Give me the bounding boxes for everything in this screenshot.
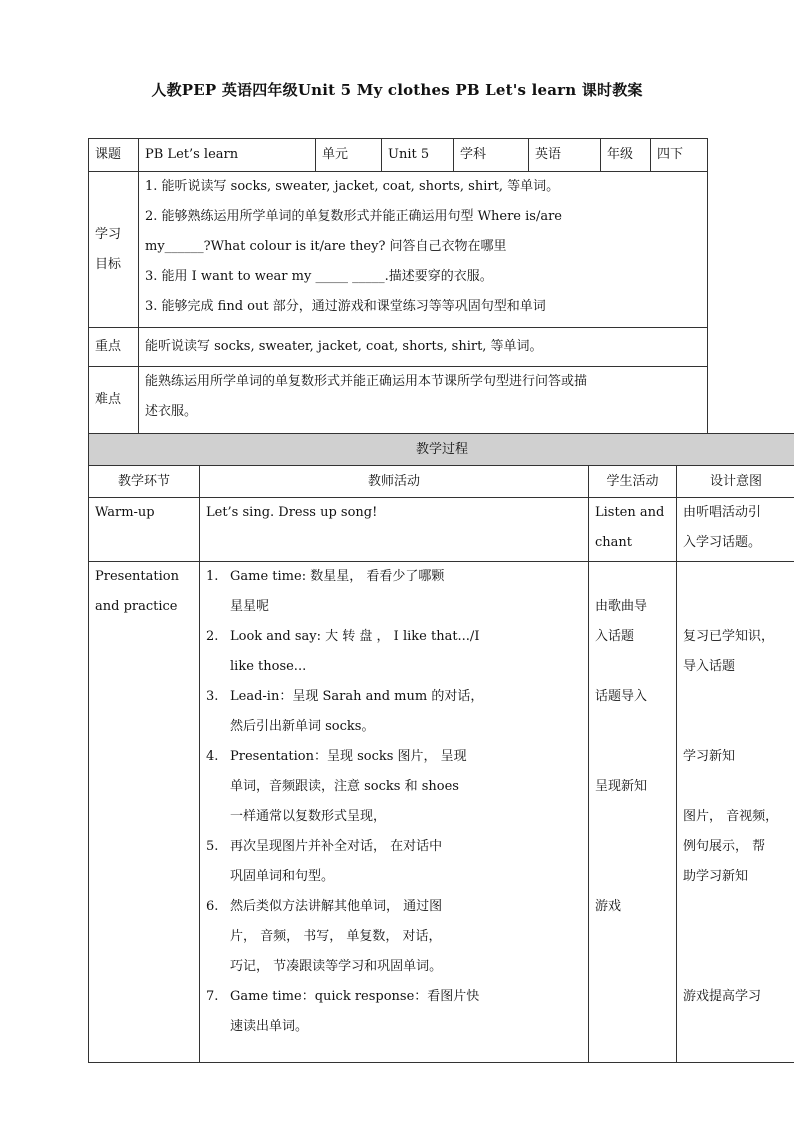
difficult-point-text xyxy=(139,367,708,434)
header-teacher: 教师活动 xyxy=(200,466,589,498)
teacher-step xyxy=(206,562,582,622)
objectives-label-line1: 学习 xyxy=(95,226,122,242)
header-stage: 教学环节 xyxy=(89,466,200,498)
intent-note: 学习新知 xyxy=(683,749,736,764)
presentation-stage xyxy=(89,562,200,1063)
stage-line: Presentation xyxy=(95,569,179,584)
warmup-student-line: chant xyxy=(595,535,633,550)
step-line: 星星呢 xyxy=(230,599,270,614)
step-line: 单词，音频跟读，注意 socks 和 shoes xyxy=(230,779,459,794)
intent-note: 复习已学知识， xyxy=(683,629,775,644)
key-point-text: 能听说读写 socks, sweater, jacket, coat, shorts, shirt, 等单词。 xyxy=(139,328,708,367)
key-point-label: 重点 xyxy=(89,328,139,367)
process-title: 教学过程 xyxy=(89,434,794,466)
warmup-student-line: Listen and xyxy=(595,505,665,520)
intent-note: 游戏提高学习 xyxy=(683,989,762,1004)
step-line: 片， 音频， 书写， 单复数， 对话， xyxy=(230,929,442,944)
step-number: 5. xyxy=(206,839,219,854)
grade-value: 四下 xyxy=(651,139,708,172)
student-note: 由歌曲导 xyxy=(595,599,648,614)
header-intent: 设计意图 xyxy=(677,466,794,498)
step-line: Lead-in：呈现 Sarah and mum 的对话， xyxy=(230,689,484,704)
step-number: 1. xyxy=(206,569,219,584)
step-line: 然后引出新单词 socks。 xyxy=(230,719,375,734)
difficult-line: 能熟练运用所学单词的单复数形式并能正确运用本节课所学句型进行问答或描 xyxy=(145,374,588,389)
student-note: 游戏 xyxy=(595,899,622,914)
intent-note: 导入话题 xyxy=(683,659,736,674)
step-line: Game time：quick response：看图片快 xyxy=(230,989,480,1004)
step-line: 再次呈现图片并补全对话， 在对话中 xyxy=(230,839,443,854)
step-number: 6. xyxy=(206,899,219,914)
warmup-intent-line: 由听唱活动引 xyxy=(683,505,762,520)
step-number: 2. xyxy=(206,629,219,644)
warmup-student xyxy=(589,498,677,562)
intent-note: 图片， 音视频， xyxy=(683,809,779,824)
objective-item: 2. 能够熟练运用所学单词的单复数形式并能正确运用句型 Where is/are xyxy=(145,209,563,224)
objectives-content xyxy=(139,172,708,328)
lesson-label: 课题 xyxy=(89,139,139,172)
subject-value: 英语 xyxy=(529,139,601,172)
student-note: 话题导入 xyxy=(595,689,648,704)
unit-label: 单元 xyxy=(316,139,382,172)
stage-line: and practice xyxy=(95,599,178,614)
lesson-info-table xyxy=(88,138,708,434)
step-line: like those... xyxy=(230,659,307,674)
presentation-teacher xyxy=(200,562,589,1063)
teacher-step xyxy=(206,892,582,982)
step-number: 4. xyxy=(206,749,219,764)
grade-label: 年级 xyxy=(601,139,651,172)
objective-item: my______?What colour is it/are they? 问答自己衣物在哪里 xyxy=(145,239,507,254)
unit-value: Unit 5 xyxy=(382,139,454,172)
lesson-value: PB Let’s learn xyxy=(139,139,316,172)
objective-item: 3. 能用 I want to wear my _____ _____.描述要穿的衣服。 xyxy=(145,269,493,284)
warmup-stage: Warm-up xyxy=(89,498,200,562)
teacher-step xyxy=(206,982,582,1042)
step-number: 3. xyxy=(206,689,219,704)
objective-item: 3. 能够完成 find out 部分，通过游戏和课堂练习等等巩固句型和单词 xyxy=(145,299,546,314)
warmup-teacher: Let’s sing. Dress up song! xyxy=(200,498,589,562)
presentation-intent xyxy=(677,562,794,1063)
objectives-label xyxy=(89,172,139,328)
difficult-line: 述衣服。 xyxy=(145,404,198,419)
step-line: Presentation：呈现 socks 图片， 呈现 xyxy=(230,749,467,764)
warmup-intent xyxy=(677,498,794,562)
teaching-process-table xyxy=(88,433,794,1063)
page-title: 人教PEP 英语四年级Unit 5 My clothes PB Let's learn 课时教案 xyxy=(151,81,643,99)
student-note: 入话题 xyxy=(595,629,635,644)
objectives-label-line2: 目标 xyxy=(95,256,122,272)
step-line: 巧记， 节凑跟读等学习和巩固单词。 xyxy=(230,959,443,974)
intent-note: 助学习新知 xyxy=(683,869,749,884)
difficult-point-label: 难点 xyxy=(89,367,139,434)
objective-item: 1. 能听说读写 socks, sweater, jacket, coat, shorts, shirt, 等单词。 xyxy=(145,179,560,194)
step-line: Game time: 数星星， 看看少了哪颗 xyxy=(230,569,445,584)
intent-note: 例句展示， 帮 xyxy=(683,839,766,854)
teacher-step xyxy=(206,742,582,832)
step-line: Look and say: 大 转 盘 ， I like that.../I xyxy=(230,629,480,644)
student-note: 呈现新知 xyxy=(595,779,648,794)
step-line: 然后类似方法讲解其他单词， 通过图 xyxy=(230,899,443,914)
warmup-intent-line: 入学习话题。 xyxy=(683,535,762,550)
teacher-step xyxy=(206,682,582,742)
teacher-step xyxy=(206,622,582,682)
step-line: 速读出单词。 xyxy=(230,1019,309,1034)
step-line: 一样通常以复数形式呈现， xyxy=(230,809,387,824)
teacher-step xyxy=(206,832,582,892)
header-student: 学生活动 xyxy=(589,466,677,498)
step-number: 7. xyxy=(206,989,219,1004)
step-line: 巩固单词和句型。 xyxy=(230,869,335,884)
subject-label: 学科 xyxy=(454,139,529,172)
presentation-student xyxy=(589,562,677,1063)
